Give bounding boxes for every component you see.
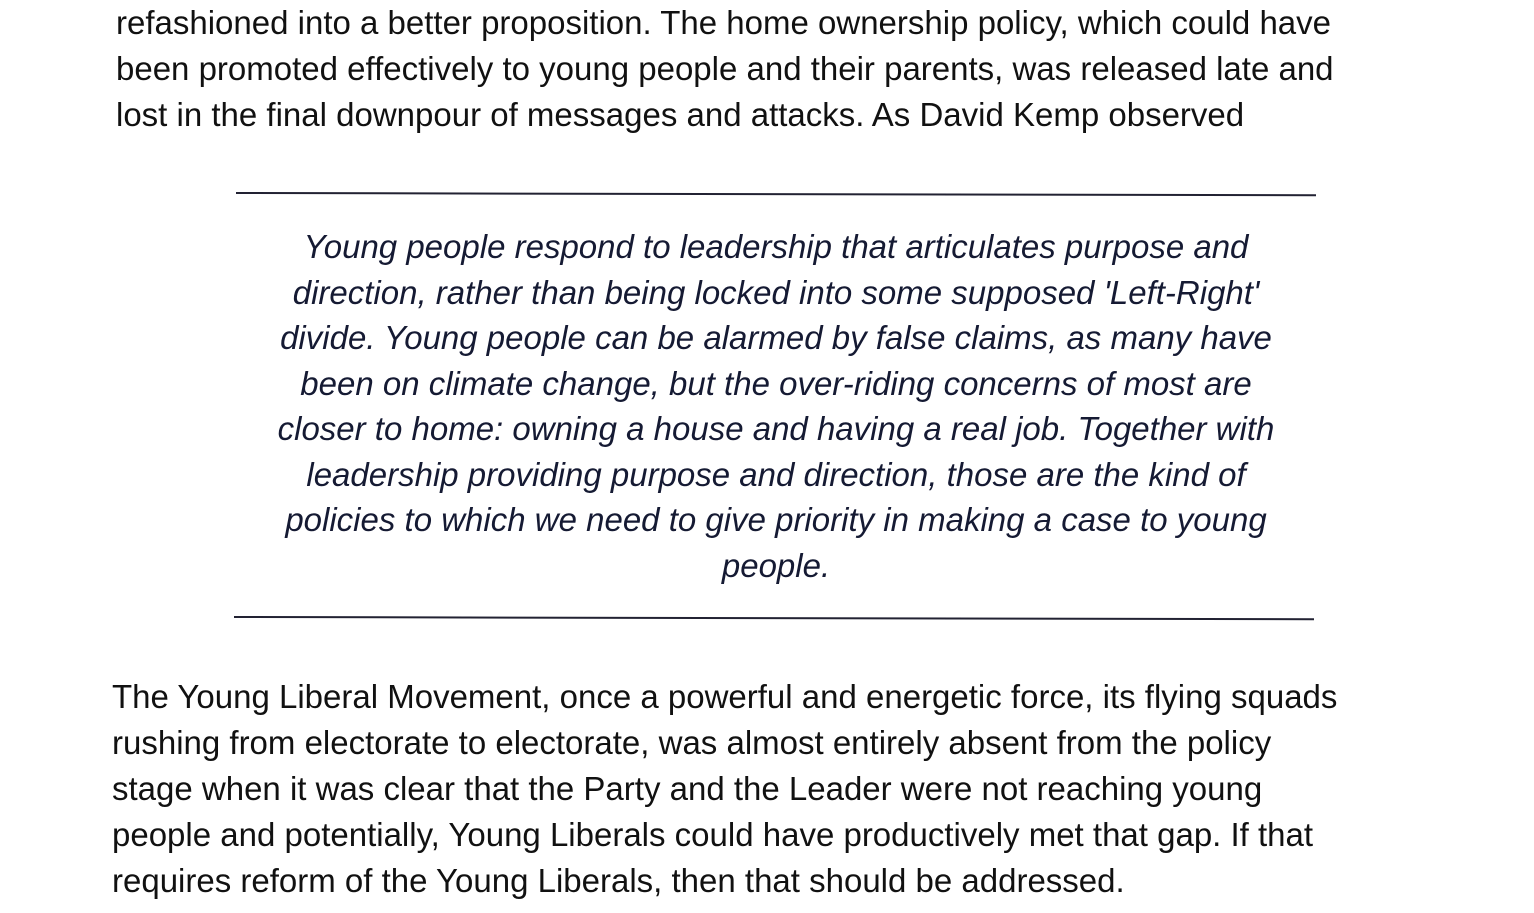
- block-quote: [236, 224, 1316, 588]
- text-line: lost in the final downpour of messages and attacks. As David Kemp observed: [116, 96, 1245, 133]
- text-line: rushing from electorate to electorate, was almost entirely absent from the policy: [112, 724, 1272, 761]
- body-paragraph-bottom: [112, 674, 1337, 904]
- quote-top-divider: [236, 192, 1316, 196]
- text-line: refashioned into a better proposition. The home ownership policy, which could have: [116, 4, 1332, 41]
- quote-line: divide. Young people can be alarmed by false claims, as many have: [280, 319, 1272, 356]
- text-line: people and potentially, Young Liberals could have productively met that gap. If that: [112, 816, 1314, 853]
- text-line: requires reform of the Young Liberals, then that should be addressed.: [112, 862, 1125, 899]
- quote-line: leadership providing purpose and direction, those are the kind of: [306, 455, 1246, 493]
- quote-bottom-divider: [234, 616, 1314, 620]
- body-paragraph-top: [116, 0, 1334, 138]
- text-line: been promoted effectively to young people and their parents, was released late and: [116, 50, 1334, 87]
- text-line: stage when it was clear that the Party and the Leader were not reaching young: [112, 770, 1263, 807]
- quote-line: Young people respond to leadership that articulates purpose and: [303, 228, 1249, 265]
- text-line: The Young Liberal Movement, once a powerful and energetic force, its flying squads: [112, 678, 1338, 715]
- quote-line: direction, rather than being locked into some supposed 'Left-Right': [292, 273, 1260, 311]
- quote-line: people.: [721, 546, 831, 584]
- quote-line: closer to home: owning a house and having a real job. Together with: [277, 410, 1275, 447]
- quote-line: been on climate change, but the over-riding concerns of most are: [300, 364, 1252, 402]
- quote-line: policies to which we need to give priority in making a case to young: [285, 501, 1267, 538]
